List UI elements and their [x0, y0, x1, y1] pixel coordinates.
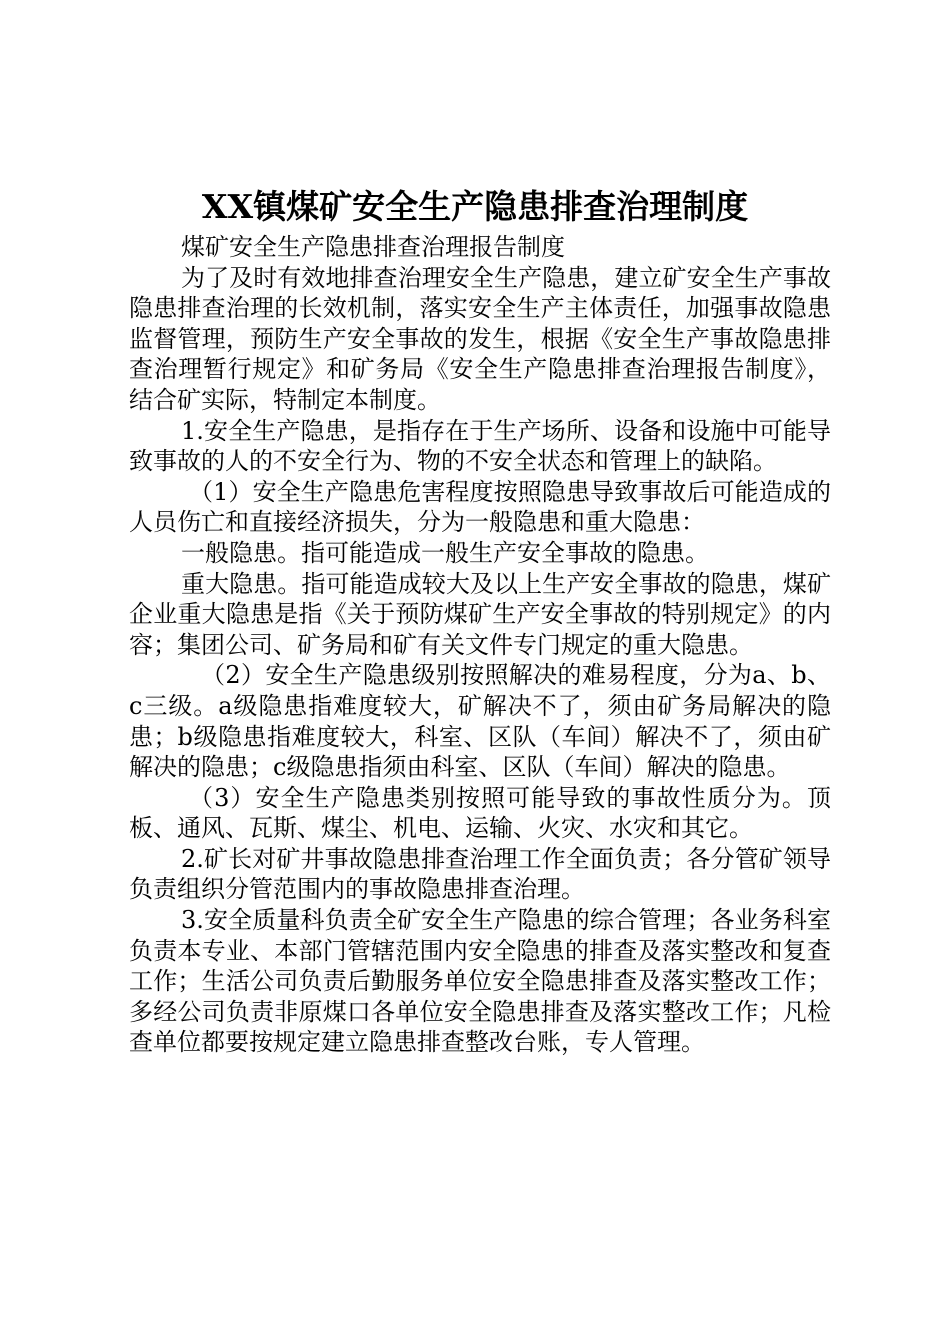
paragraph-item-3: 3.安全质量科负责全矿安全生产隐患的综合管理；各业务科室负责本专业、本部门管辖范围内安全隐患的排查及落实整改和复查工作；生活公司负责后勤服务单位安全隐患排查及落实整改工作；多经公司负责非原煤口各单位安全隐患排查及落实整改工作；凡检查单位都要按规定建立隐患排查整改台账，专人管理。 — [129, 906, 831, 1057]
paragraph-major-hazard: 重大隐患。指可能造成较大及以上生产安全事故的隐患，煤矿企业重大隐患是指《关于预防煤矿生产安全事故的特别规定》的内容；集团公司、矿务局和矿有关文件专门规定的重大隐患。 — [129, 569, 831, 659]
paragraph-item-2: 2.矿长对矿井事故隐患排查治理工作全面负责；各分管矿领导负责组织分管范围内的事故隐患排查治理。 — [129, 844, 831, 904]
paragraph-item-1: 1.安全生产隐患，是指存在于生产场所、设备和设施中可能导致事故的人的不安全行为、物的不安全状态和管理上的缺陷。 — [129, 416, 831, 476]
paragraph-purpose: 为了及时有效地排查治理安全生产隐患，建立矿安全生产事故隐患排查治理的长效机制，落实安全生产主体责任，加强事故隐患监督管理，预防生产安全事故的发生，根据《安全生产事故隐患排查治理暂行规定》和矿务局《安全生产隐患排查治理报告制度》，结合矿实际，特制定本制度。 — [129, 263, 831, 414]
paragraph-item-1-1: （1）安全生产隐患危害程度按照隐患导致事故后可能造成的人员伤亡和直接经济损失，分为一般隐患和重大隐患： — [129, 477, 831, 537]
document-body — [129, 232, 831, 1058]
document-title: XX镇煤矿安全生产隐患排查治理制度 — [201, 187, 749, 226]
paragraph-subtitle: 煤矿安全生产隐患排查治理报告制度 — [181, 233, 565, 261]
paragraph-item-1-2: （2）安全生产隐患级别按照解决的难易程度，分为a、b、c三级。a级隐患指难度较大，矿解决不了，须由矿务局解决的隐患；b级隐患指难度较大，科室、区队（车间）解决不了，须由矿解决的隐患；c级隐患指须由科室、区队（车间）解决的隐患。 — [129, 661, 831, 782]
paragraph-item-1-3: （3）安全生产隐患类别按照可能导致的事故性质分为。顶板、通风、瓦斯、煤尘、机电、运输、火灾、水灾和其它。 — [129, 783, 831, 843]
paragraph-general-hazard: 一般隐患。指可能造成一般生产安全事故的隐患。 — [181, 538, 709, 567]
